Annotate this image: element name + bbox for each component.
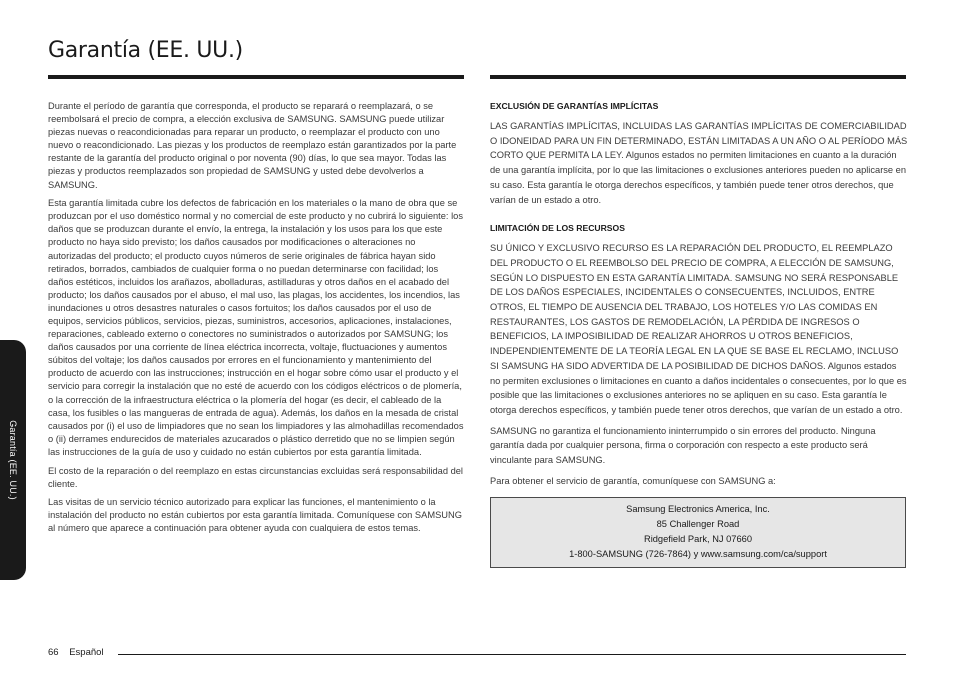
exclusion-paragraph: LAS GARANTÍAS IMPLÍCITAS, INCLUIDAS LAS GARANTÍAS IMPLÍCITAS DE COMERCIABILIDAD O IDONEIDAD PARA UN FIN DETERMINADO, ESTÁN LIMITADAS A UN AÑO O AL PERÍODO MÁS CORTO QUE PERMITA LA LEY. Algunos estados no permiten limitaciones en cuanto a la duración de una garantía implícita, por lo que las limitaciones o exclusiones anteriores pueden no aplicarse en su caso. Esta garantía le otorga derechos específicos, y también puede tener otros derechos, que varían de un estado a otro.: [490, 121, 908, 205]
warranty-period-paragraph: Durante el período de garantía que corresponda, el producto se reparará o reemplazará, o se reembolsará el precio de compra, a elección exclusiva de SAMSUNG. SAMSUNG puede utilizar piezas nuevas o reacondicionadas para reparar un producto, o reemplazar el producto con uno nuevo o reacondicionado. Las piezas y los productos de reemplazo están garantizados por la parte restante de la garantía del producto original o por noventa (90) días, lo que sea mayor. Todas las piezas y productos reemplazados son propiedad de SAMSUNG y usted debe devolverlos a SAMSUNG.: [48, 101, 457, 190]
address-street: 85 Challenger Road: [656, 519, 740, 530]
page-footer: [48, 647, 104, 658]
left-column: [48, 100, 466, 541]
address-company: Samsung Electronics America, Inc.: [626, 504, 770, 515]
page-title: Garantía (EE. UU.): [48, 38, 243, 63]
footer-language: Español: [69, 647, 104, 658]
service-visits-paragraph: Las visitas de un servicio técnico autorizado para explicar las funciones, el mantenimiento o la instalación del producto no están cubiertos por esta garantía limitada. Comuníquese con SAMSUNG al número que aparece a continuación para obtener ayuda con cualquiera de estos temas.: [48, 497, 462, 534]
section-side-tab: [0, 340, 26, 580]
left-column-rule: [48, 75, 464, 79]
excluded-cost-paragraph: El costo de la reparación o del reemplazo en estas circunstancias excluidas será responsabilidad del cliente.: [48, 465, 463, 489]
right-column-rule: [490, 75, 906, 79]
footer-rule: [118, 654, 906, 655]
address-box: [490, 497, 906, 567]
right-column: [490, 100, 908, 568]
coverage-paragraph: Esta garantía limitada cubre los defectos de fabricación en los materiales o la mano de obra que se produzcan por el uso doméstico normal y no comercial de este producto y no cubrirá lo siguiente: los daños que se produzcan durante el envío, la entrega, la instalación y los usos para los que este producto no haya sido previsto; los daños causados por modificaciones o alteraciones no autorizadas del producto; el producto cuyos números de serie originales de fábrica hayan sido retirados, borrados, cambiados de cualquier forma o no puedan determinarse con facilidad; los daños estéticos, incluidos los arañazos, abolladuras, astilladuras y otros daños en el acabado del producto; los daños causados por el abuso, el mal uso, las plagas, los accidentes, los incendios, las inundaciones u otros desastres naturales o casos fortuitos; los daños causados por el uso de equipos, servicios públicos, servicios, piezas, suministros, accesorios, aplicaciones, instalaciones, reparaciones, cableado externo o conectores no suministrados o autorizados por SAMSUNG; los daños causados por una corriente de línea eléctrica incorrecta, voltaje, fluctuaciones y aumentos súbitos del voltaje; los daños causados por errores en el funcionamiento y mantenimiento del producto de acuerdo con las instrucciones; instrucción en el hogar sobre cómo usar el producto y el servicio para corregir la instalación que no esté de acuerdo con los códigos eléctricos o de plomería, o la corrección de la infraestructura eléctrica o la plomería del hogar (es decir, el cableado de la casa, los fusibles o las mangueras de entrada de agua). Además, los daños en la mesada de cristal causados por (i) el uso de limpiadores que no sean los limpiadores y las almohadillas recomendados o (ii) derrames endurecidos de materiales azucarados o plástico derretido que no se limpien según las instrucciones de la guía de uso y cuidado no están cubiertos por esta garantía limitada.: [48, 198, 464, 457]
no-guarantee-paragraph: SAMSUNG no garantiza el funcionamiento ininterrumpido o sin errores del producto. Ninguna garantía dada por cualquier persona, firma o corporación con respecto a este producto será vinculante para SAMSUNG.: [490, 425, 876, 466]
service-contact-paragraph: Para obtener el servicio de garantía, comuníquese con SAMSUNG a:: [490, 475, 776, 486]
limitation-heading: LIMITACIÓN DE LOS RECURSOS: [490, 223, 625, 234]
exclusion-heading: EXCLUSIÓN DE GARANTÍAS IMPLÍCITAS: [490, 101, 659, 111]
page-number: 66: [48, 647, 59, 658]
limitation-paragraph: SU ÚNICO Y EXCLUSIVO RECURSO ES LA REPARACIÓN DEL PRODUCTO, EL REEMPLAZO DEL PRODUCTO O EL REEMBOLSO DEL PRECIO DE COMPRA, A ELECCIÓN DE SAMSUNG, SEGÚN LO DISPUESTO EN ESTA GARANTÍA LIMITADA. SAMSUNG NO SERÁ RESPONSABLE DE LOS DAÑOS ESPECIALES, INCIDENTALES O CONSECUENTES, INCLUIDOS, ENTRE OTROS, EL TIEMPO DE AUSENCIA DEL TRABAJO, LOS HOTELES Y/O LAS COMIDAS EN RESTAURANTES, LOS GASTOS DE REMODELACIÓN, LA PÉRDIDA DE INGRESOS O BENEFICIOS, LA IMPOSIBILIDAD DE REALIZAR AHORROS U OTROS BENEFICIOS, INDEPENDIENTEMENTE DE LA TEORÍA LEGAL EN LA QUE SE BASE EL RECLAMO, INCLUSO SI SAMSUNG HA SIDO ADVERTIDA DE LA POSIBILIDAD DE DICHOS DAÑOS. Algunos estados no permiten exclusiones o limitaciones en cuanto a daños incidentales o consecuentes, por lo que es posible que las limitaciones o exclusiones anteriores no se apliquen en su caso. Esta garantía le otorga derechos específicos, y también puede tener otros derechos, que varían de un estado a otro.: [490, 243, 907, 415]
side-tab-label: Garantía (EE. UU.): [8, 420, 18, 500]
address-city: Ridgefield Park, NJ 07660: [643, 534, 752, 545]
address-phone-web: 1-800-SAMSUNG (726-7864) y www.samsung.com/ca/support: [569, 548, 827, 559]
